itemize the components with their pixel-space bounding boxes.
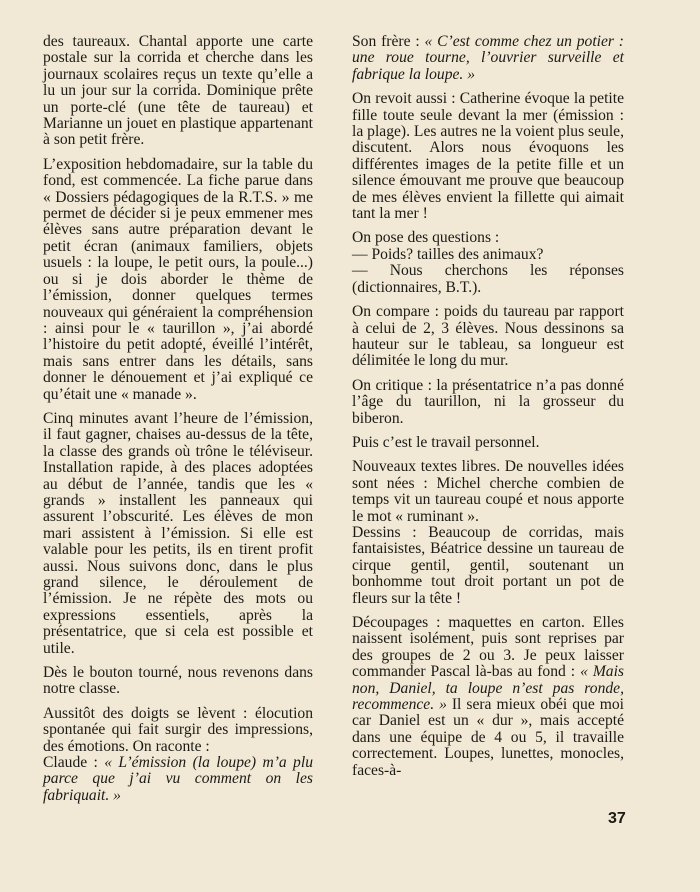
paragraph: Aussitôt des doigts se lèvent : élocution spontanée qui fait surgir des impressions, des émotions. On raconte :: [43, 704, 313, 755]
quote: « C’est comme chez un potier : une roue tourne, l’ouvrier surveille et fabrique la loupe. »: [352, 33, 625, 83]
left-column: [43, 34, 313, 812]
paragraph: [352, 615, 624, 779]
text: Il sera mieux obéi que moi car Daniel est un « dur », mais accepté dans une équipe de 4 ou 5, il travaille correctement. Loupes, lunettes, monocles, faces-à-: [352, 696, 624, 779]
paragraph: On compare : poids du taureau par rapport à celui de 2, 3 élèves. Nous dessinons sa hauteur sur le tableau, sa longueur est délimitée le long du mur.: [352, 303, 624, 370]
right-column: [352, 34, 624, 787]
speaker: Son frère :: [352, 33, 425, 50]
paragraph: On critique : la présentatrice n’a pas donné l’âge du taurillon, ni la grosseur du biberon.: [352, 376, 624, 427]
paragraph-quote: [43, 755, 313, 804]
paragraph: Cinq minutes avant l’heure de l’émission, il faut gagner, chaises au-dessus de la tête, la classe des grands où trône le téléviseur. Installation rapide, à des places adoptées au début de l’année, tandis que les « grands » installent les panneaux qui assurent l’obscurité. Les élèves de mon mari assistent à l’émission. Si elle est valable pour les petits, ils en tirent profit aussi. Nous suivons donc, dans le plus grand silence, le déroulement de l’émission. Je ne répète des mots ou expressions essentiels, après la présentatrice, que si cela est possible et utile.: [43, 409, 313, 657]
list-item: — Nous cherchons les réponses (dictionnaires, B.T.).: [352, 262, 624, 296]
text: Découpages : maquettes en carton. Elles naissent isolément, puis sont reprises par des groupes de 2 ou 3. Je peux laisser commander Pascal là-bas au fond :: [352, 614, 624, 681]
paragraph-quote: [352, 34, 624, 83]
paragraph: On pose des questions :: [352, 229, 500, 247]
paragraph: Dessins : Beaucoup de corridas, mais fantaisistes, Béatrice dessine un taureau de cirque gentil, gentil, soutenant un bonhomme tout droit portant un pot de fleurs sur la tête !: [352, 523, 624, 607]
paragraph: Nouveaux textes libres. De nouvelles idées sont nées : Michel cherche combien de temps vit un taureau coupé et nous apporte le mot « ruminant ».: [352, 458, 624, 525]
paragraph: On revoit aussi : Catherine évoque la petite fille toute seule devant la mer (émission : la plage). Les autres ne la voient plus seule, discutent. Alors nous évoquons les différentes images de la petite fille et un silence émouvant me prouve que beaucoup de mes élèves envient la fillette qui aimait tant la mer !: [352, 90, 624, 223]
paragraph: des taureaux. Chantal apporte une carte postale sur la corrida et cherche dans les journaux scolaires reçus un texte qu’elle a lu un jour sur la corrida. Dominique prête un porte-clé (une tête de taureau) et Marianne un jouet en plastique appartenant à son petit frère.: [43, 33, 313, 149]
speaker: Claude :: [43, 754, 105, 772]
paragraph: L’exposition hebdomadaire, sur la table du fond, est commencée. La fiche parue dans « Dossiers pédagogiques de la R.T.S. » me permet de décider si je peux emmener mes élèves sans autre préparation devant le petit écran (animaux familiers, objets usuels : la loupe, le petit ours, la poule...) ou si je dois aborder le thème de l’émission, donner quelques termes nouveaux qui généraient la compréhension : ainsi pour le « taurillon », j’ai abordé l’histoire du petit adopté, éveillé l’intérêt, mais sans entrer dans les détails, sans donner le dénouement et j’ai expliqué ce qu’était une « manade ».: [43, 155, 313, 403]
quote: « Mais non, Daniel, ta loupe n’est pas ronde, recommence. »: [352, 663, 625, 714]
page-number: 37: [608, 810, 626, 827]
quote: « L’émission (la loupe) m’a plu parce que j’ai vu comment on les fabriquait. »: [43, 754, 313, 804]
list-item: — Poids? tailles des animaux?: [352, 245, 544, 263]
paragraph: Puis c’est le travail personnel.: [352, 433, 540, 451]
paragraph: Dès le bouton tourné, nous revenons dans notre classe.: [43, 664, 313, 698]
